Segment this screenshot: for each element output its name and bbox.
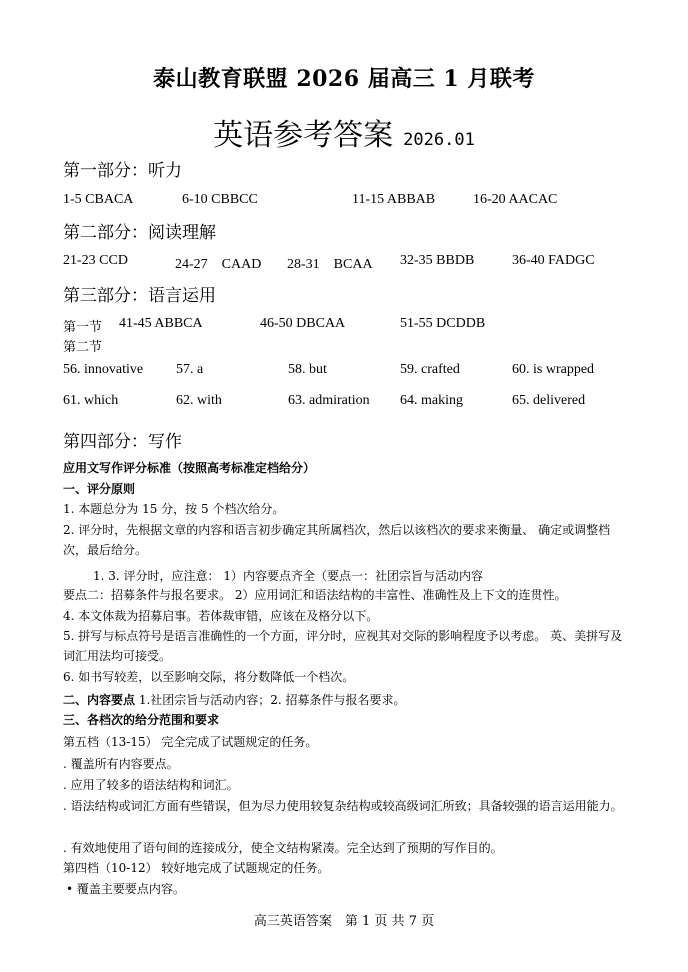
part2-heading: 第二部分：阅读理解 [63, 223, 216, 243]
blank-answer: 60. is wrapped [512, 362, 595, 377]
answer-group: 1-5 CBACA [63, 192, 134, 207]
exam-date: 2026.01 [403, 130, 475, 150]
blank-answer: 56. innovative [63, 362, 144, 377]
answer-group: 41-45 ABBCA [119, 316, 203, 331]
principle-1: 1. 本题总分为 15 分，按 5 个档次给分。 [63, 502, 285, 516]
level4-title: 第四档（10-12） 较好地完成了试题规定的任务。 [63, 861, 330, 875]
levels-title: 三、各档次的给分范围和要求 [63, 713, 220, 727]
exam-title: 泰山教育联盟 2026 届高三 1 月联考 [153, 66, 535, 92]
section2-label: 第二节 [63, 340, 103, 355]
part4-heading: 第四部分：写作 [63, 432, 182, 452]
blank-answer: 61. which [63, 393, 119, 408]
subject-name: 英语参考答案 [213, 118, 394, 153]
level4-item: • 覆盖主要要点内容。 [66, 882, 185, 896]
answer-group: 51-55 DCDDB [400, 316, 486, 331]
page-footer: 高三英语答案 第 1 页 共 7 页 [253, 914, 435, 929]
blank-answer: 59. crafted [400, 362, 460, 377]
blank-answer: 62. with [176, 393, 222, 408]
blank-answer: 63. admiration [288, 393, 370, 408]
answer-group: 46-50 DBCAA [260, 316, 346, 331]
answer-group: 24-27 CAAD [175, 257, 262, 272]
principle-2: 2. 评分时，先根据文章的内容和语言初步确定其所属档次，然后以该档次的要求来衡量、 确定或调整档次，最后给分。 [63, 523, 611, 557]
answer-group: 32-35 BBDB [400, 253, 475, 268]
blank-answer: 58. but [288, 362, 327, 377]
answer-group: 21-23 CCD [63, 253, 128, 268]
principle-3-cont: 要点二：招募条件与报名要求。 2）应用词汇和语法结构的丰富性、准确性及上下文的连贯性。 [63, 588, 567, 602]
level5-title: 第五档（13-15） 完全完成了试题规定的任务。 [63, 735, 318, 749]
content-points [63, 690, 406, 710]
answer-group: 11-15 ABBAB [352, 192, 436, 207]
principle-5: 5. 拼写与标点符号是语言准确性的一个方面，评分时，应视其对交际的影响程度予以考虑。 英、美拼写及词汇用法均可接受。 [63, 629, 623, 663]
answer-group: 6-10 CBBCC [182, 192, 258, 207]
level5-item: . 覆盖所有内容要点。 [63, 757, 179, 771]
blank-answer: 65. delivered [512, 393, 586, 408]
answer-group: 16-20 AACAC [473, 192, 558, 207]
level5-item: . 应用了较多的语法结构和词汇。 [63, 778, 239, 792]
blank-answer: 57. a [176, 362, 204, 377]
content-points-title: 二、内容要点 [63, 693, 136, 707]
level5-item: . 有效地使用了语句间的连接成分，使全文结构紧凑。完全达到了预期的写作目的。 [63, 841, 503, 855]
section1-label: 第一节 [63, 320, 103, 335]
principle-3: 1. 3. 评分时，应注意： 1）内容要点齐全（要点一：社团宗旨与活动内容 [93, 569, 483, 583]
part3-heading: 第三部分：语言运用 [63, 286, 216, 306]
part1-heading: 第一部分：听力 [63, 161, 182, 181]
content-points-text: 1.社团宗旨与活动内容；2. 招募条件与报名要求。 [135, 693, 406, 707]
principles-title: 一、评分原则 [63, 482, 136, 496]
answer-group: 36-40 FADGC [512, 253, 595, 268]
principle-6: 6. 如书写较差，以至影响交际，将分数降低一个档次。 [63, 670, 355, 684]
subject-title [0, 110, 688, 154]
principle-4: 4. 本文体裁为招募启事。若体裁审错，应该在及格分以下。 [63, 609, 379, 623]
criteria-title: 应用文写作评分标准（按照高考标准定档给分） [63, 461, 316, 475]
answer-group: 28-31 BCAA [287, 257, 373, 272]
blank-answer: 64. making [400, 393, 463, 408]
level5-item: . 语法结构或词汇方面有些错误，但为尽力使用较复杂结构或较高级词汇所致；具备较强的语言运用能力。 [63, 799, 623, 813]
